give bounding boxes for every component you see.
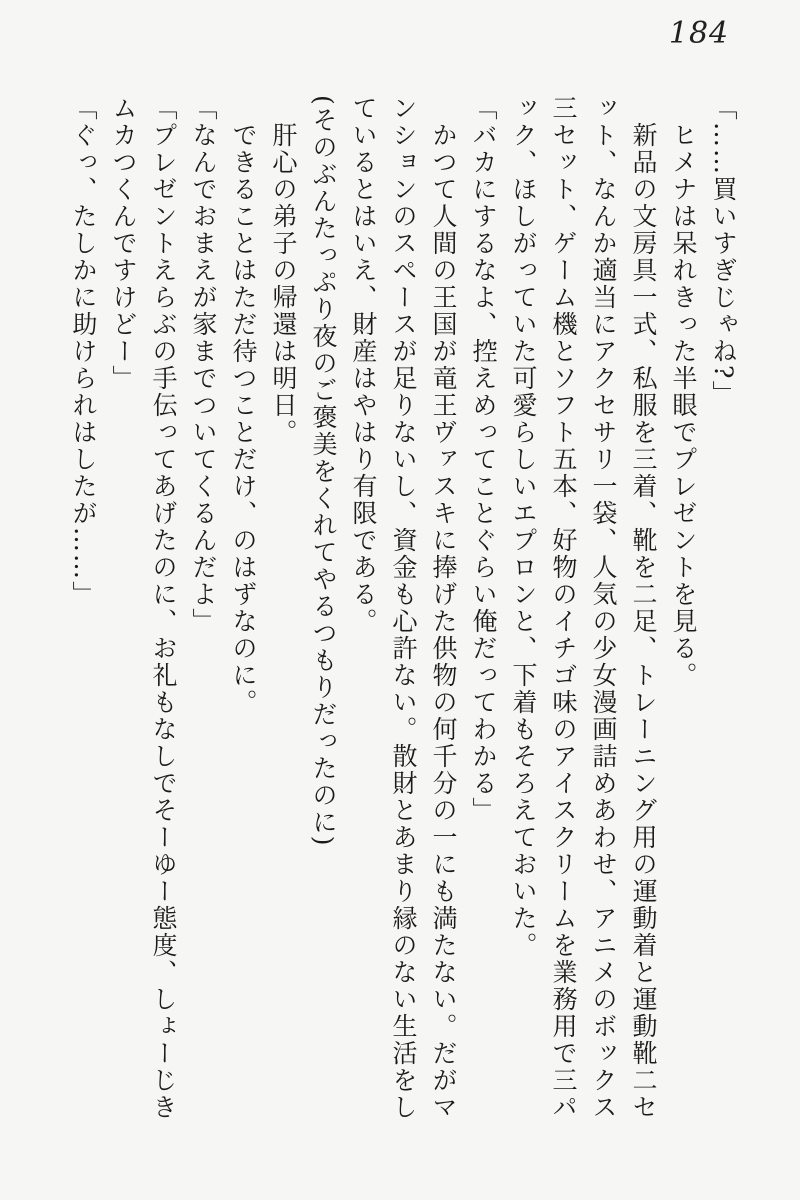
paragraph-dialogue: 「プレゼントえらぶの手伝ってあげたのに、お礼もなしでそーゆー態度、しょーじきムカつくんですけどー」 — [109, 95, 178, 1121]
paragraph-narrative: ヒメナは呆れきった半眼でプレゼントを見る。 — [669, 122, 698, 689]
page-number: 184 — [668, 16, 730, 51]
paragraph-narrative: かつて人間の王国が竜王ヴァスキに捧げた供物の何千分の一にも満たない。だがマンションのスペースが足りないし、資金も心許ない。散財とあまり縁のない生活をしているとはいえ、財産はやはり有限である。 — [349, 95, 458, 1121]
paragraph-dialogue: 「なんでおまえが家までついてくるんだよ」 — [189, 95, 218, 635]
paragraph-narrative: 肝心の弟子の帰還は明日。 — [269, 122, 298, 446]
paragraph-narrative: できることはただ待つことだけ、のはずなのに。 — [229, 122, 258, 716]
paragraph-dialogue: 「ぐっ、たしかに助けられはしたが……」 — [69, 95, 98, 608]
paragraph-inner-monologue: (そのぶんたっぷり夜のご褒美をくれてやるつもりだったのに) — [309, 95, 338, 848]
paragraph-dialogue: 「……買いすぎじゃね?」 — [709, 95, 738, 408]
novel-text-block — [63, 95, 743, 1125]
paragraph-narrative: 新品の文房具一式、私服を三着、靴を二足、トレーニング用の運動着と運動靴二セット、なんか適当にアクセサリ一袋、人気の少女漫画詰めあわせ、アニメのボックス三セット、ゲーム機とソフト五本、好物のイチゴ味のアイスクリームを業務用で三パック、ほしがっていた可愛らしいエプロンと、下着もそろえておいた。 — [509, 95, 658, 1121]
paragraph-dialogue: 「バカにするなよ、控えめってことぐらい俺だってわかる」 — [469, 95, 498, 824]
